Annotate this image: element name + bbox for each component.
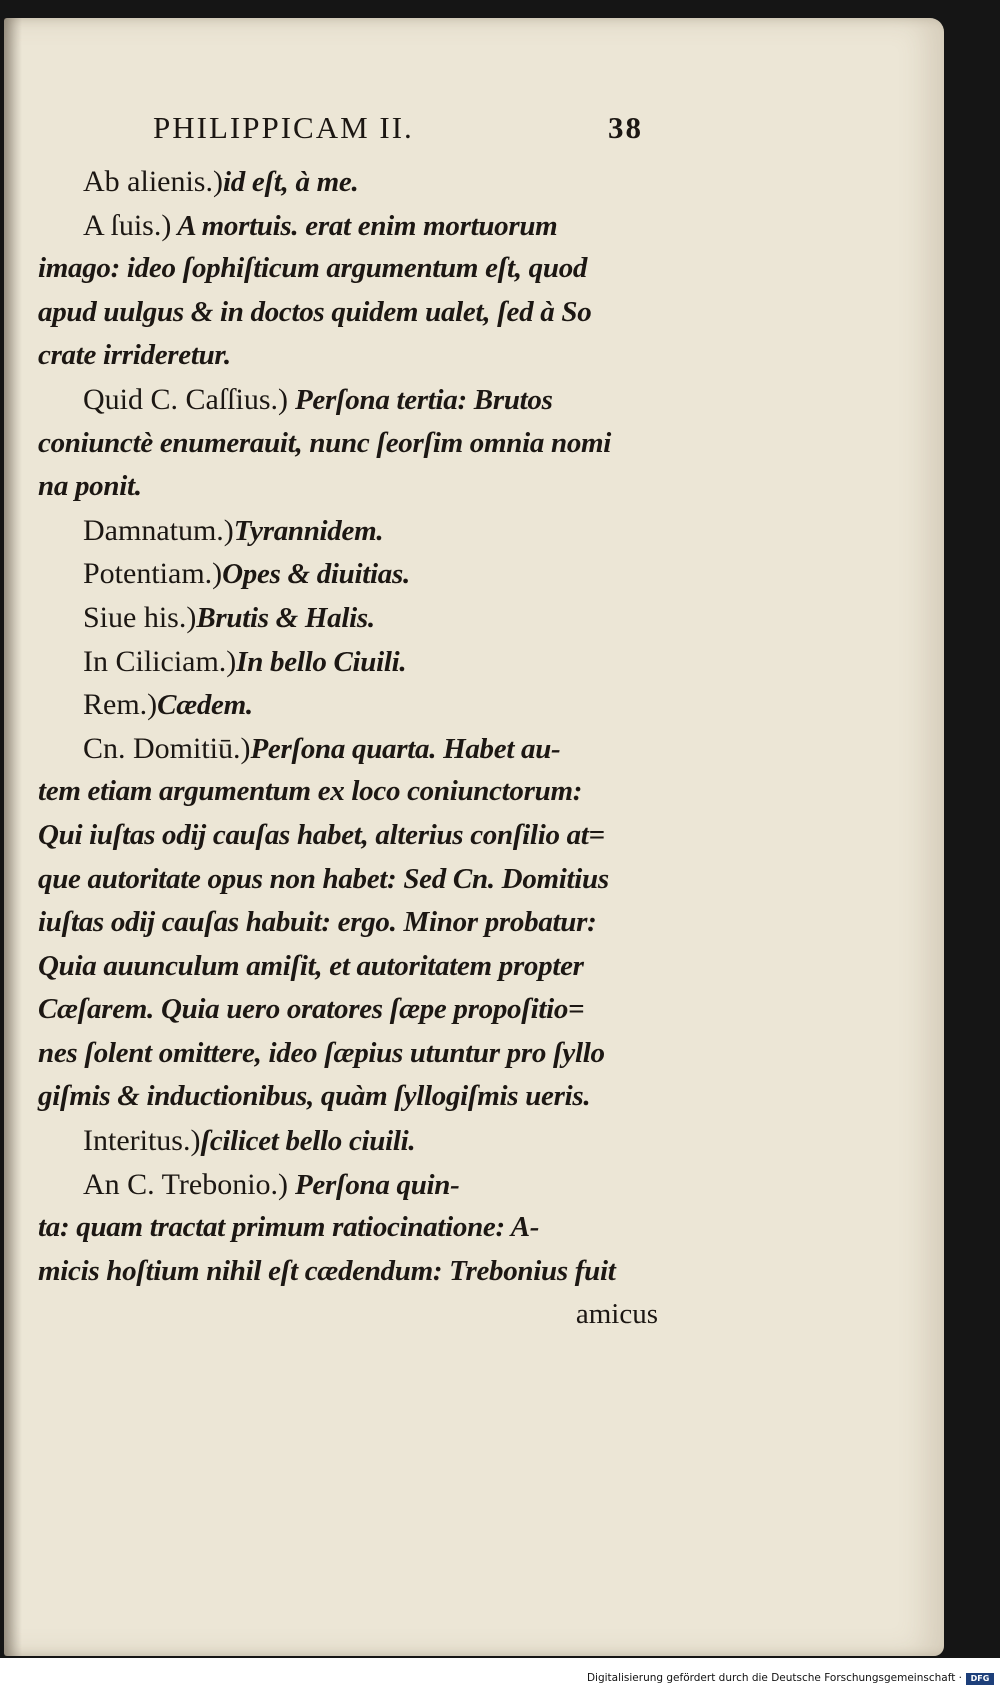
text-line	[38, 160, 678, 204]
page-text-block	[38, 100, 678, 1337]
text-line	[38, 640, 678, 684]
lemma: Cn. Domitiū.)	[83, 731, 251, 765]
funding-credit: Digitalisierung gefördert durch die Deutsche Forschungsgemeinschaft ·	[586, 1672, 962, 1684]
commentary: Perſona tertia: Brutos	[288, 383, 553, 416]
text-line	[38, 683, 678, 727]
commentary: giſmis & inductionibus, quàm ſyllogiſmis ueris.	[38, 1080, 591, 1113]
commentary: Perſona quarta. Habet au-	[250, 732, 561, 765]
page-header	[38, 100, 678, 160]
digitization-footer	[0, 1670, 1000, 1690]
commentary: ſcilicet bello ciuili.	[200, 1125, 416, 1158]
text-line	[38, 1032, 678, 1076]
commentary: A mortuis. erat enim mortuorum	[171, 209, 558, 242]
text-line	[38, 334, 678, 378]
lemma: Rem.)	[83, 688, 158, 722]
text-line	[38, 1163, 678, 1207]
commentary: ta: quam tractat primum ratiocinatione: A-	[38, 1211, 540, 1244]
text-line	[38, 247, 678, 291]
commentary: Qui iuſtas odij cauſas habet, alterius conſilio at=	[38, 818, 605, 851]
commentary: apud uulgus & in doctos quidem ualet, ſed à So	[38, 295, 592, 328]
lemma: Potentiam.)	[83, 557, 223, 591]
running-head: PHILIPPICAM II.	[153, 110, 414, 145]
commentary: Perſona quin-	[288, 1168, 460, 1201]
lemma: Quid C. Caſſius.)	[83, 382, 289, 416]
text-line	[38, 204, 678, 248]
text-line	[38, 858, 678, 902]
page-number: 38	[608, 110, 643, 145]
text-line	[38, 552, 678, 596]
commentary-lines	[38, 160, 678, 1293]
commentary: imago: ideo ſophiſticum argumentum eſt, quod	[38, 252, 588, 285]
lemma: Interitus.)	[83, 1124, 201, 1158]
text-line	[38, 814, 678, 858]
text-line	[38, 291, 678, 335]
commentary: que autoritate opus non habet: Sed Cn. Domitius	[38, 862, 609, 895]
text-line	[38, 465, 678, 509]
commentary: Cæſarem. Quia uero oratores ſæpe propoſitio=	[38, 993, 585, 1026]
commentary: Tyrannidem.	[233, 514, 384, 547]
text-line	[38, 988, 678, 1032]
commentary: micis hoſtium nihil eſt cædendum: Trebonius fuit	[38, 1254, 616, 1287]
lemma: An C. Trebonio.)	[83, 1167, 289, 1201]
text-line	[38, 770, 678, 814]
text-line	[38, 945, 678, 989]
commentary: coniunctè enumerauit, nunc ſeorſim omnia nomi	[38, 426, 612, 459]
text-line	[38, 596, 678, 640]
lemma: In Ciliciam.)	[83, 644, 237, 678]
page-gutter-shadow	[4, 18, 22, 1656]
commentary: iuſtas odij cauſas habuit: ergo. Minor probatur:	[38, 906, 597, 939]
text-line	[38, 1250, 678, 1294]
commentary: nes ſolent omittere, ideo ſæpius utuntur pro ſyllo	[38, 1036, 605, 1069]
commentary: id eſt, à me.	[222, 166, 359, 198]
text-line	[38, 901, 678, 945]
text-line	[38, 1119, 678, 1163]
commentary: Cædem.	[157, 689, 253, 722]
text-line	[38, 422, 678, 466]
commentary: In bello Ciuili.	[236, 645, 407, 678]
lemma: Siue his.)	[83, 600, 197, 634]
text-line	[38, 1206, 678, 1250]
text-line	[38, 378, 678, 422]
dfg-logo: DFG	[966, 1673, 994, 1685]
catchword: amicus	[575, 1298, 658, 1331]
lemma: Damnatum.)	[83, 513, 234, 547]
text-line	[38, 727, 678, 771]
lemma: Ab alienis.)	[83, 165, 223, 198]
commentary: crate irrideretur.	[38, 339, 231, 372]
commentary: Opes & diuitias.	[222, 558, 410, 591]
commentary: tem etiam argumentum ex loco coniunctorum:	[38, 775, 583, 808]
text-line	[38, 509, 678, 553]
commentary: na ponit.	[38, 470, 142, 503]
text-line	[38, 1075, 678, 1119]
commentary: Brutis & Halis.	[196, 601, 375, 634]
commentary: Quia auunculum amiſit, et autoritatem propter	[38, 949, 584, 982]
lemma: A ſuis.)	[83, 208, 172, 242]
